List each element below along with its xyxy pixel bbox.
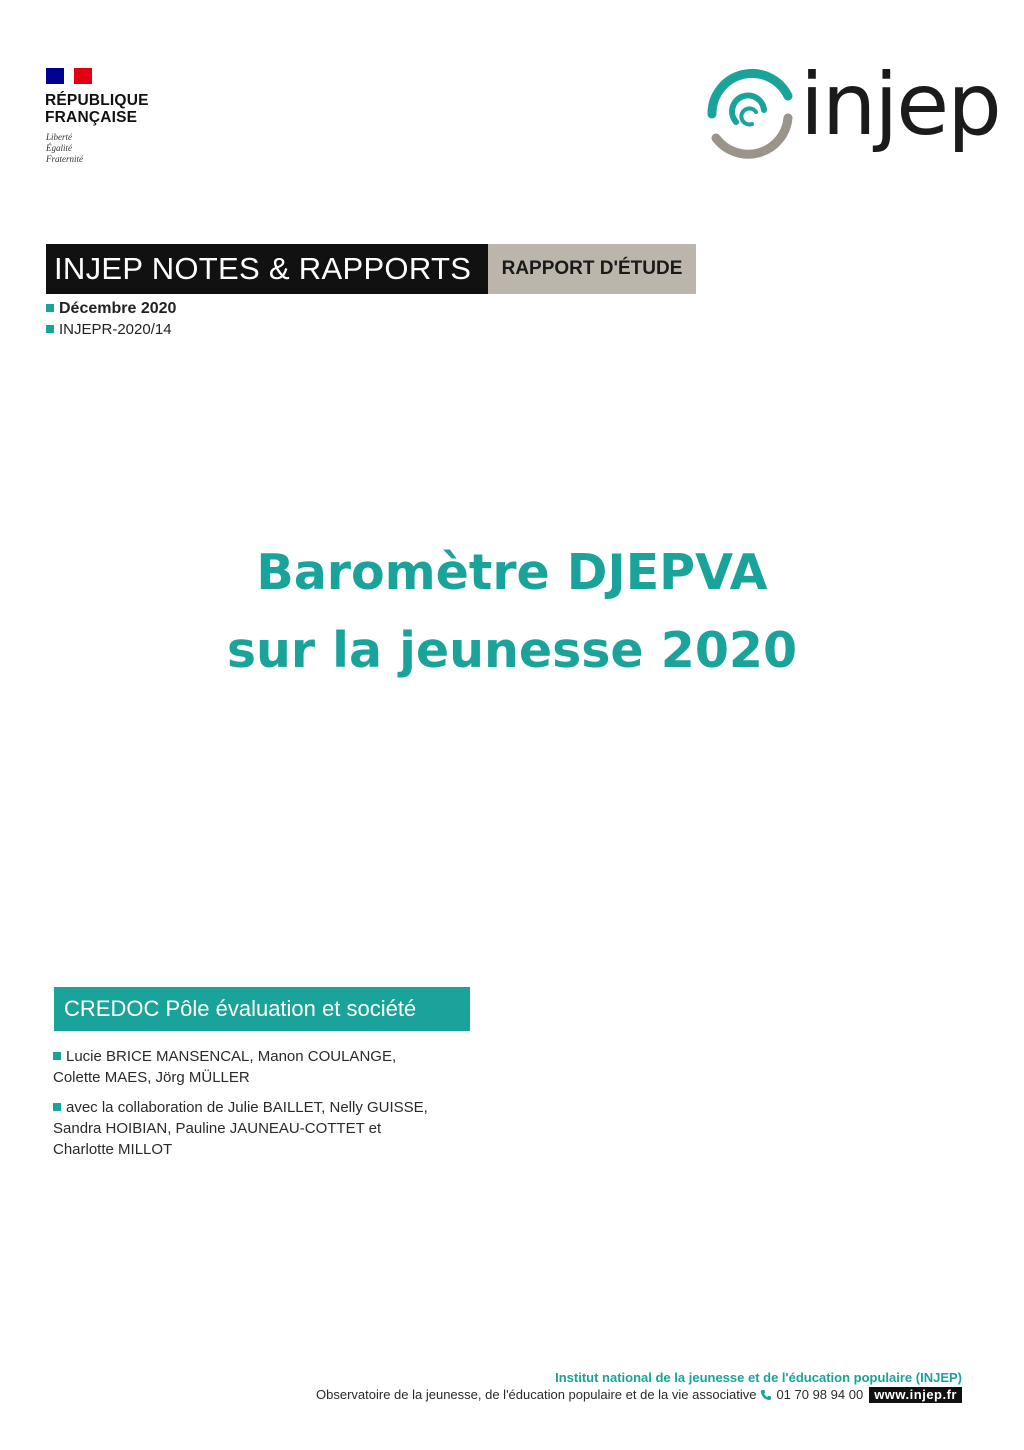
bullet-square-icon (53, 1052, 61, 1060)
motto (46, 132, 83, 165)
document-title-line1: Baromètre DJEPVA (256, 544, 768, 601)
series-banner (46, 244, 696, 294)
footer-observatory: Observatoire de la jeunesse, de l'éducation populaire et de la vie associative (316, 1387, 757, 1402)
bullet-square-icon (53, 1103, 61, 1111)
motto-fraternite: Fraternité (46, 154, 83, 164)
authors-collab-line1: avec la collaboration de Julie BAILLET, Nelly GUISSE, (66, 1099, 428, 1116)
francaise-line: FRANÇAISE (45, 109, 138, 126)
date-text: Décembre 2020 (59, 300, 177, 317)
report-type: RAPPORT D'ÉTUDE (488, 244, 696, 294)
footer-contact (316, 1386, 962, 1403)
republique-line: RÉPUBLIQUE (45, 92, 149, 109)
injep-wordmark: injep (800, 55, 1000, 155)
publication-date (46, 300, 176, 318)
footer-institute: Institut national de la jeunesse et de l'éducation populaire (INJEP) (555, 1370, 962, 1385)
series-name: INJEP NOTES & RAPPORTS (46, 244, 488, 294)
motto-egalite: Égalité (46, 143, 72, 153)
report-reference (46, 321, 172, 339)
organization-box: CREDOC Pôle évaluation et société (54, 987, 470, 1031)
french-flag-logo (46, 68, 92, 84)
document-title-line2: sur la jeunesse 2020 (226, 622, 798, 679)
phone-icon (760, 1389, 772, 1401)
authors-main (53, 1046, 473, 1088)
bullet-square-icon (46, 304, 54, 312)
footer-phone: 01 70 98 94 00 (776, 1387, 864, 1402)
authors-main-line2: Colette MAES, Jörg MÜLLER (53, 1069, 250, 1086)
authors-collab-line2: Sandra HOIBIAN, Pauline JAUNEAU-COTTET et (53, 1120, 382, 1137)
authors-collaboration (53, 1097, 473, 1160)
reference-text: INJEPR-2020/14 (59, 321, 172, 338)
authors-main-line1: Lucie BRICE MANSENCAL, Manon COULANGE, (66, 1048, 397, 1065)
republique-francaise-label (45, 92, 149, 126)
motto-liberte: Liberté (46, 132, 72, 142)
bullet-square-icon (46, 325, 54, 333)
footer-url-link[interactable]: www.injep.fr (869, 1387, 962, 1403)
authors-collab-line3: Charlotte MILLOT (53, 1141, 173, 1158)
